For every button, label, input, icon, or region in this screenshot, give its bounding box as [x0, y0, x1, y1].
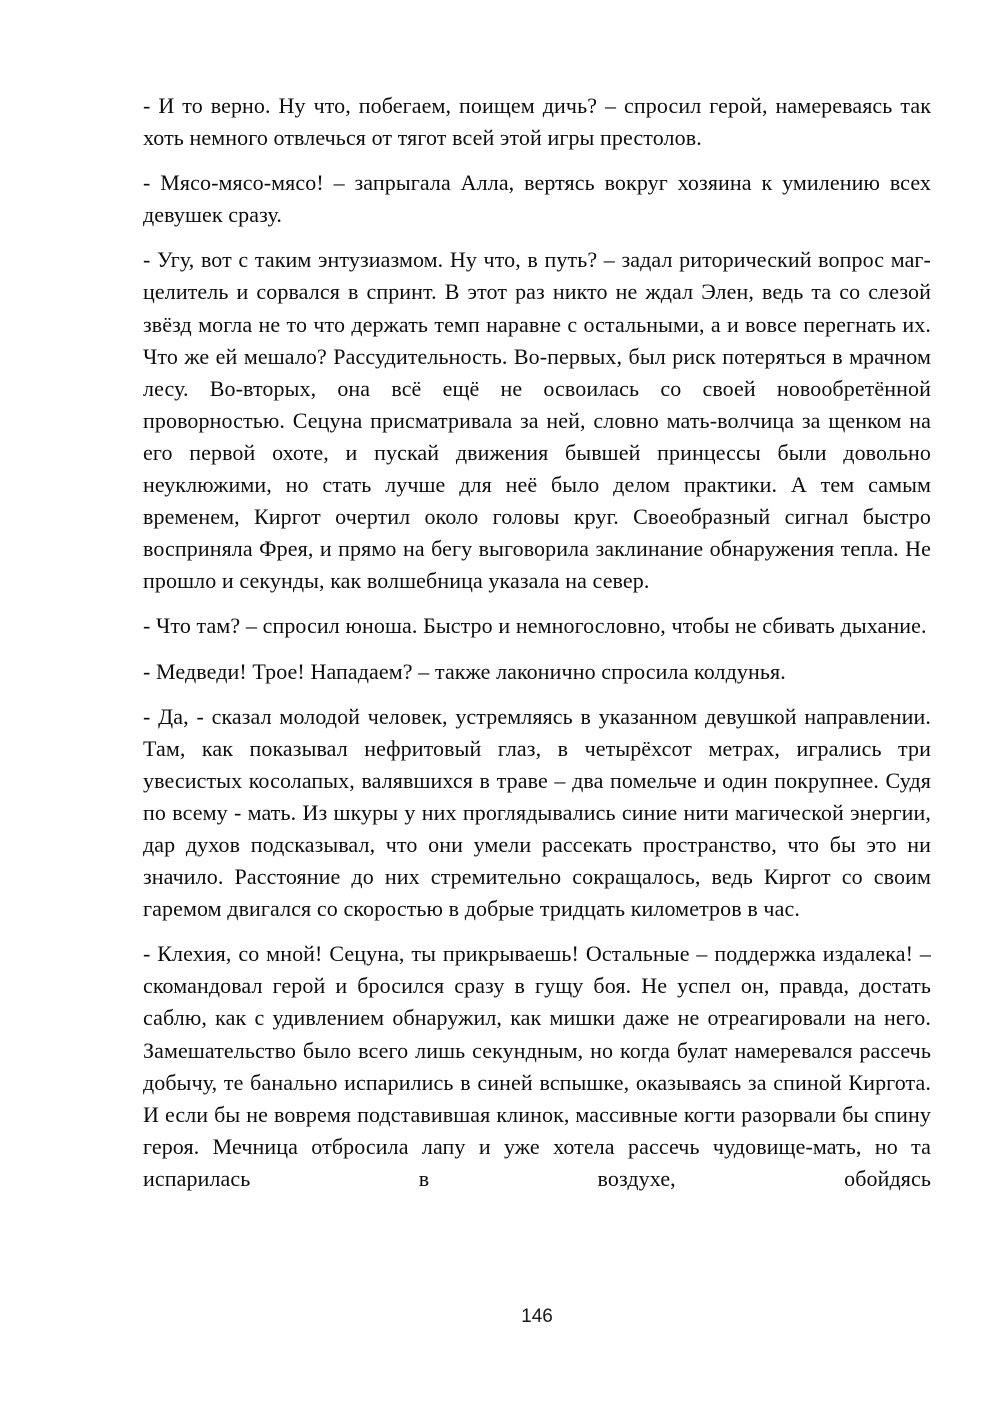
paragraph-dialogue-6: - Да, - сказал молодой человек, устремляясь в указанном девушкой направлении. Там, как показывал нефритовый глаз, в четырёхсот метрах, игрались три увесистых косолапых, валявшихся в траве – два помельче и один покрупнее. Судя по всему - мать. Из шкуры у них проглядывались синие нити магической энергии, дар духов подсказывал, что они умели рассекать пространство, что бы это ни значило. Расстояние до них стремительно сокращалось, ведь Киргот со своим гаремом двигался со скоростью в добрые тридцать километров в час.: [143, 703, 931, 922]
paragraph-dialogue-5: - Медведи! Трое! Нападаем? – также лаконично спросила колдунья.: [143, 658, 786, 684]
paragraph-dialogue-3: - Угу, вот с таким энтузиазмом. Ну что, в путь? – задал риторический вопрос маг-целитель и сорвался в спринт. В этот раз никто не ждал Элен, ведь та со слезой звёзд могла не то что держать темп наравне с остальными, а и вовсе перегнать их. Что же ей мешало? Рассудительность. Во-первых, был риск потеряться в мрачном лесу. Во-вторых, она всё ещё не освоилась со своей новообретённой проворностью. Сецуна присматривала за ней, словно мать-волчица за щенком на его первой охоте, и пускай движения бывшей принцессы были довольно неуклюжими, но стать лучше для неё было делом практики. А тем самым временем, Киргот очертил около головы круг. Своеобразный сигнал быстро восприняла Фрея, и прямо на бегу выговорила заклинание обнаружения тепла. Не прошло и секунды, как волшебница указала на север.: [143, 247, 931, 594]
text-block: [143, 90, 931, 1208]
paragraph-dialogue-1: - И то верно. Ну что, побегаем, поищем дичь? – спросил герой, намереваясь так хоть немного отвлечься от тягот всей этой игры престолов.: [143, 93, 931, 151]
paragraph-dialogue-2: - Мясо-мясо-мясо! – запрыгала Алла, вертясь вокруг хозяина к умилению всех девушек сразу.: [143, 170, 931, 228]
paragraph-dialogue-7: - Клехия, со мной! Сецуна, ты прикрываешь! Остальные – поддержка издалека! – скомандовал герой и бросился сразу в гущу боя. Не успел он, правда, достать саблю, как с удивлением обнаружил, как мишки даже не отреагировали на него. Замешательство было всего лишь секундным, но когда булат намеревался рассечь добычу, те банально испарились в синей вспышке, оказываясь за спиной Киргота. И если бы не вовремя подставившая клинок, массивные когти разорвали бы спину героя. Мечница отбросила лапу и уже хотела рассечь чудовище-мать, но та испарилась в воздухе, обойдясь: [143, 941, 931, 1191]
page-number: 146: [521, 1306, 553, 1327]
paragraph-dialogue-4: - Что там? – спросил юноша. Быстро и немногословно, чтобы не сбивать дыхание.: [143, 613, 927, 639]
